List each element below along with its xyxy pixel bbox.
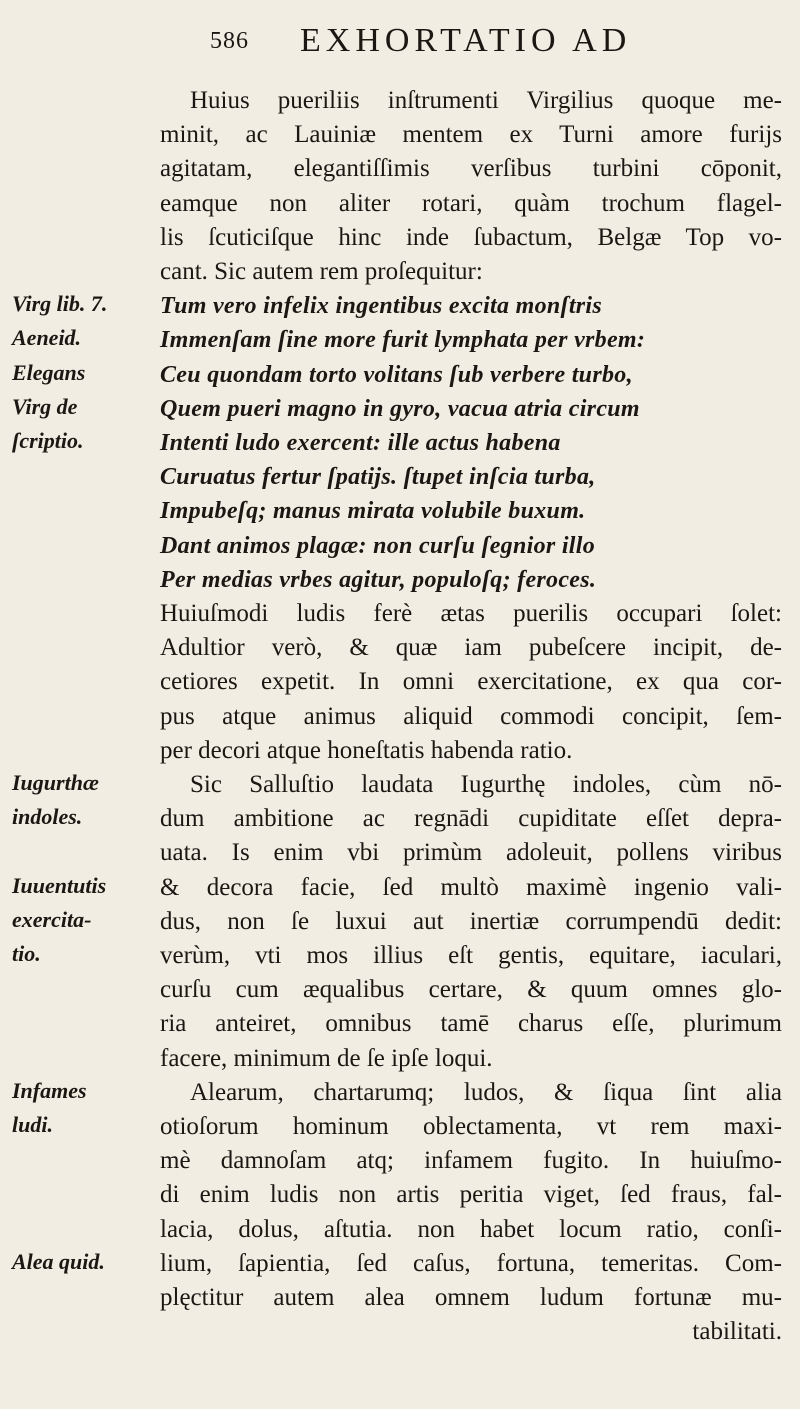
margin-note-line: Aeneid. — [12, 325, 82, 351]
text-line: lis ſcuticiſque hinc inde ſubactum, Belgæ Top vo- — [160, 223, 782, 251]
margin-note — [12, 1245, 152, 1279]
text-line: cetiores expetit. In omni exercitatione, ex qua cor- — [160, 668, 782, 696]
page-number: 586 — [210, 28, 249, 54]
text-line: per decori atque honeſtatis habenda ratio. — [160, 736, 573, 764]
margin-note-line: ludi. — [12, 1111, 53, 1137]
text-line: ria anteiret, omnibus tamē charus eſſe, plurimum — [160, 1010, 782, 1038]
text-line: Per medias vrbes agitur, populoſq; feroces. — [160, 566, 597, 593]
margin-note-line: Alea quid. — [12, 1248, 105, 1274]
margin-note-line: Elegans — [12, 359, 86, 385]
text-line: tabilitati. — [692, 1318, 782, 1346]
text-line: Intenti ludo exercent: ille actus habena — [160, 430, 561, 456]
margin-note — [12, 869, 152, 972]
margin-note-line: Virg lib. 7. — [12, 291, 108, 317]
text-line: pus atque animus aliquid commodi concipit, ſem- — [160, 702, 782, 730]
margin-note — [12, 1074, 152, 1142]
text-line: Immenſam ſine more furit lymphata per vrbem: — [160, 327, 646, 354]
margin-note-line: Infames — [12, 1077, 87, 1103]
margin-note — [12, 356, 152, 459]
text-line: & decora facie, ſed multò maximè ingenio vali- — [160, 873, 782, 901]
text-line: Tum vero infelix ingentibus excita monſtris — [160, 293, 603, 320]
running-title: EXHORTATIO AD — [300, 22, 632, 59]
text-line: eamque non aliter rotari, quàm trochum flagel- — [160, 189, 782, 217]
text-line: Impubeſq; manus mirata volubile buxum. — [160, 498, 586, 525]
page-header — [0, 22, 800, 72]
text-line: di enim ludis non artis peritia viget, ſed fraus, fal- — [160, 1181, 782, 1209]
text-line: plęctitur autem alea omnem ludum fortunæ mu- — [160, 1284, 782, 1311]
margin-note — [12, 287, 152, 355]
text-line: Quem pueri magno in gyro, vacua atria circum — [160, 395, 640, 422]
text-line: uata. Is enim vbi primùm adoleuit, pollens viribus — [160, 839, 782, 867]
margin-note-line: Iugurthæ — [12, 770, 99, 795]
text-line: curſu cum æqualibus certare, & quum omnes glo- — [160, 976, 782, 1004]
text-line: Alearum, chartarumq; ludos, & ſiqua ſint alia — [190, 1078, 782, 1106]
text-line: dus, non ſe luxui aut inertiæ corrumpendū dedit: — [160, 907, 782, 935]
margin-note-line: tio. — [12, 940, 41, 966]
text-line: lium, ſapientia, ſed caſus, fortuna, temeritas. Com- — [160, 1249, 782, 1277]
margin-note-line: Virg de — [12, 393, 78, 419]
text-line: Huius pueriliis inſtrumenti Virgilius quoque me- — [190, 87, 782, 114]
text-line: mè damnoſam atq; infamem fugito. In huiuſmo- — [160, 1147, 782, 1175]
text-line: Dant animos plagæ: non curſu ſegnior illo — [160, 532, 596, 559]
text-line: Curuatus fertur ſpatijs. ſtupet inſcia turba, — [160, 464, 596, 491]
margin-note-line: ſcriptio. — [12, 427, 84, 453]
text-line: facere, minimum de ſe ipſe loqui. — [160, 1044, 493, 1072]
text-line: lacia, dolus, aſtutia. non habet locum ratio, conſi- — [160, 1215, 782, 1243]
margin-note — [12, 766, 152, 834]
text-line: Huiuſmodi ludis ferè ætas puerilis occupari ſolet: — [160, 600, 782, 627]
margin-note-line: Iuuentutis — [12, 872, 107, 898]
text-line: Adultior verò, & quæ iam pubeſcere incipit, de- — [160, 634, 782, 662]
text-line: dum ambitione ac regnādi cupiditate eſſet depra- — [160, 805, 782, 833]
margin-note-line: exercita- — [12, 906, 92, 932]
text-line: verùm, vti mos illius eſt gentis, equitare, iaculari, — [160, 942, 782, 969]
text-line: Ceu quondam torto volitans ſub verbere turbo, — [160, 361, 633, 388]
text-line: cant. Sic autem rem proſequitur: — [160, 258, 483, 285]
text-line: Sic Salluſtio laudata Iugurthę indoles, cùm nō- — [190, 771, 782, 798]
text-line: agitatam, elegantiſſimis verſibus turbini cōponit, — [160, 155, 782, 183]
margin-note-line: indoles. — [12, 804, 83, 830]
text-line: otioſorum hominum oblectamenta, vt rem maxi- — [160, 1113, 782, 1140]
text-line: minit, ac Lauiniæ mentem ex Turni amore furijs — [160, 121, 782, 149]
